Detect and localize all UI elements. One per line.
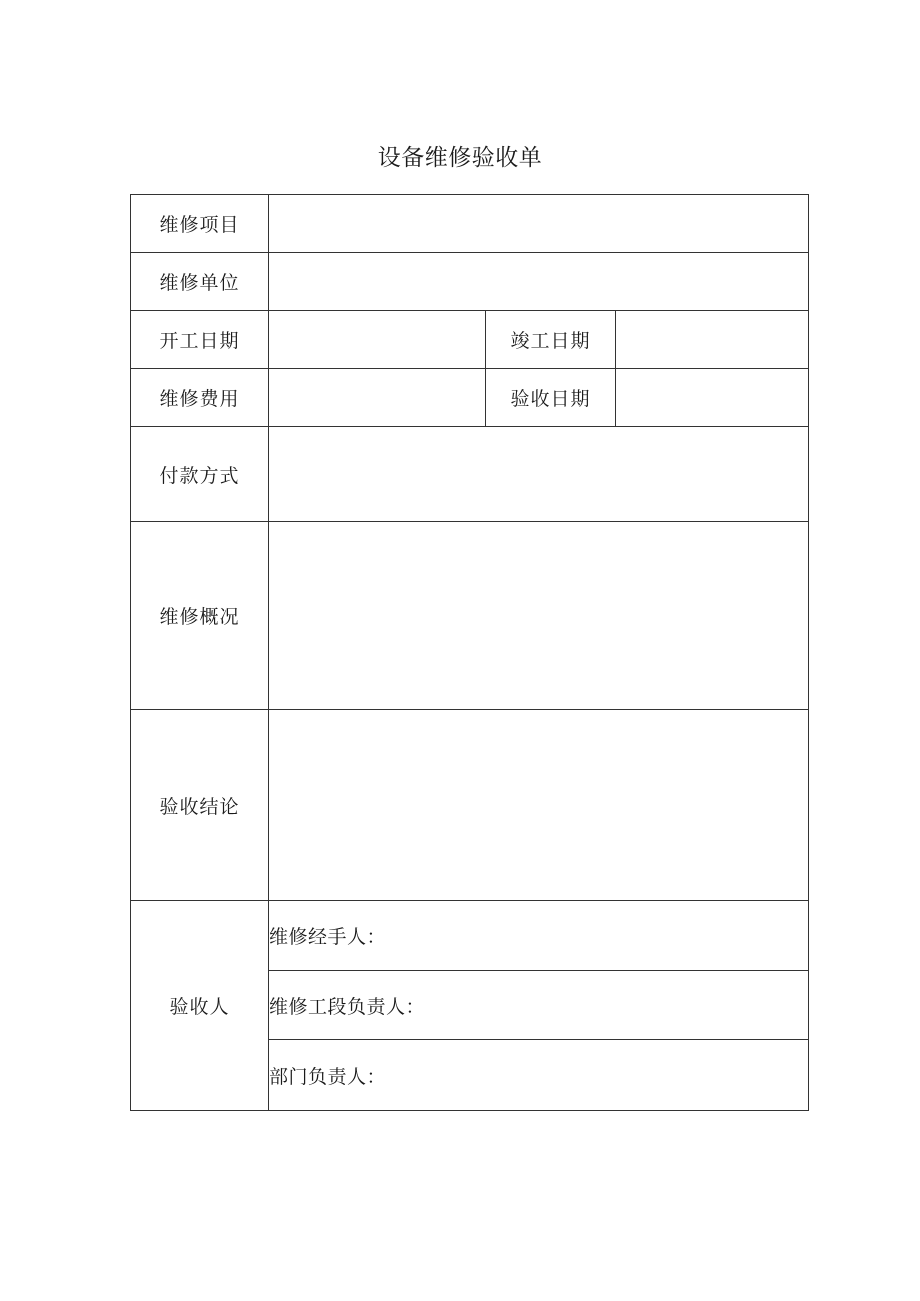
row-acceptance-conclusion [131,710,809,901]
section-head-signature-field[interactable]: 维修工段负责人： [269,971,809,1040]
handler-signature-field[interactable]: 维修经手人： [269,901,809,971]
acceptance-conclusion-field[interactable] [269,710,809,901]
repair-cost-field[interactable] [269,369,486,427]
repair-cost-label: 维修费用 [131,369,269,427]
completion-date-label: 竣工日期 [486,311,616,369]
acceptor-label: 验收人 [131,901,269,1111]
repair-overview-field[interactable] [269,522,809,710]
repair-unit-label: 维修单位 [131,253,269,311]
department-head-signature-field[interactable]: 部门负责人： [269,1040,809,1111]
payment-method-label: 付款方式 [131,427,269,522]
acceptance-conclusion-label: 验收结论 [131,710,269,901]
start-date-label: 开工日期 [131,311,269,369]
acceptance-date-field[interactable] [616,369,809,427]
row-repair-unit [131,253,809,311]
row-cost-acceptance [131,369,809,427]
repair-acceptance-form [130,194,809,1111]
start-date-field[interactable] [269,311,486,369]
completion-date-field[interactable] [616,311,809,369]
repair-overview-label: 维修概况 [131,522,269,710]
page-title: 设备维修验收单 [377,145,543,171]
repair-item-label: 维修项目 [131,195,269,253]
row-payment-method [131,427,809,522]
row-repair-item [131,195,809,253]
repair-unit-field[interactable] [269,253,809,311]
row-repair-overview [131,522,809,710]
acceptance-date-label: 验收日期 [486,369,616,427]
row-signature-handler [131,901,809,971]
payment-method-field[interactable] [269,427,809,522]
row-dates [131,311,809,369]
repair-item-field[interactable] [269,195,809,253]
